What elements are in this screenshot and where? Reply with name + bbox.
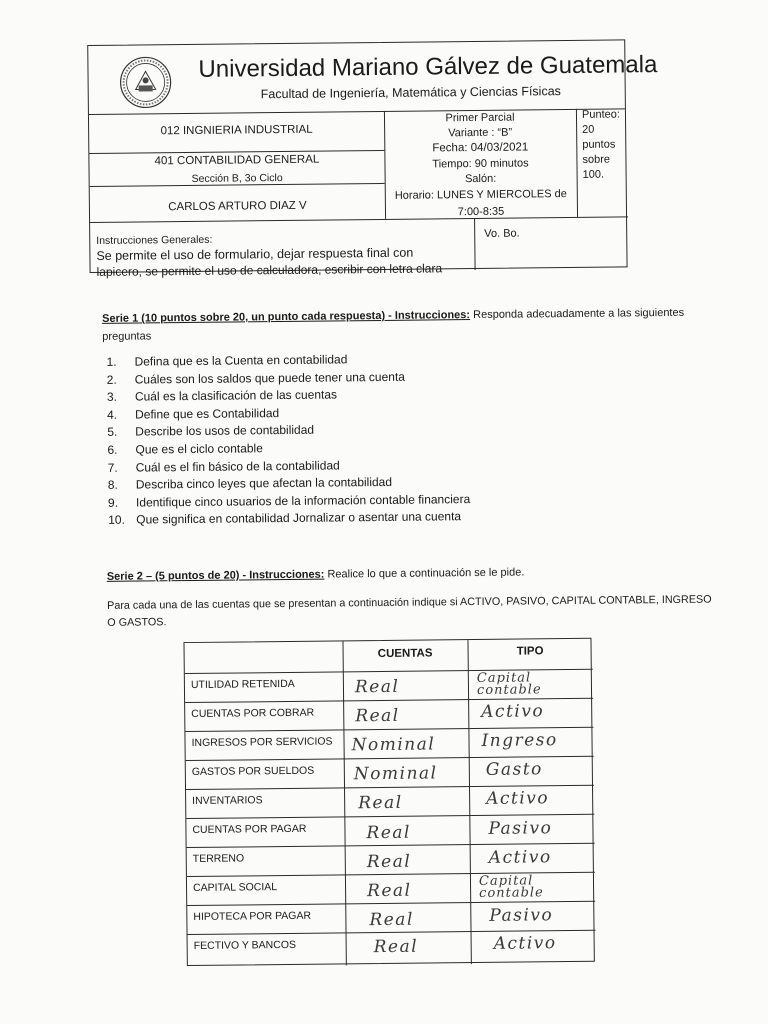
- question-number: 8.: [107, 477, 118, 493]
- question-text: Cuál es el fin básico de la contabilidad: [135, 457, 340, 475]
- handwritten-cuenta: Real: [354, 676, 400, 698]
- handwritten-tipo: Activo: [481, 701, 545, 722]
- exam-schedule-hours: 7:00-8:35: [457, 205, 505, 219]
- university-name: Universidad Mariano Gálvez de Guatemala: [198, 51, 658, 83]
- question-text: Identifique cinco usuarios de la información contable financiera: [135, 491, 471, 510]
- vobo-label: Vo. Bo.: [484, 227, 520, 240]
- account-name: INGRESOS POR SERVICIOS: [191, 735, 333, 749]
- question-number: 10.: [108, 513, 125, 528]
- handwritten-cuenta: Nominal: [351, 734, 436, 756]
- score-value: 20: [582, 123, 595, 136]
- serie2-instructions: Realice lo que a continuación se le pide.: [324, 566, 525, 581]
- serie2-paragraph-2: O GASTOS.: [107, 616, 167, 629]
- account-name: HIPOTECA POR PAGAR: [193, 909, 312, 923]
- exam-name: Primer Parcial: [445, 111, 515, 125]
- teacher-name: CARLOS ARTURO DIAZ V: [168, 199, 307, 214]
- account-name: CUENTAS POR COBRAR: [191, 706, 315, 720]
- question-text: Que es el ciclo contable: [135, 441, 263, 457]
- question-number: 4.: [107, 407, 118, 422]
- handwritten-cuenta: Real: [369, 909, 414, 931]
- handwritten-tipo: Capital contable: [476, 670, 542, 698]
- column-divider: [467, 640, 471, 964]
- accounts-table: [183, 638, 594, 966]
- question-text: Define que es Contabilidad: [135, 405, 280, 422]
- question-text: Describe los usos de contabilidad: [135, 423, 315, 439]
- handwritten-tipo: Ingreso: [481, 730, 558, 751]
- question-text: Que significa en contabilidad Jornalizar o asentar una cuenta: [136, 509, 462, 527]
- score-label: Punteo:: [581, 108, 620, 121]
- account-name: TERRENO: [192, 852, 245, 865]
- instructions-line-2: lapicero, se permite el uso de calculadora, escribir con letra clara: [96, 261, 443, 279]
- serie2-paragraph-1: Para cada una de las cuentas que se presentan a continuación indique si ACTIVO, PASIVO, CAPITAL CONTABLE, INGRESO: [107, 593, 712, 612]
- question-text: Cuáles son los saldos que puede tener una cuenta: [134, 369, 405, 387]
- exam-schedule: Horario: LUNES Y MIERCOLES de: [394, 188, 567, 202]
- score-over: sobre: [582, 153, 611, 166]
- handwritten-tipo: Activo: [488, 847, 552, 868]
- question-list: [106, 351, 470, 531]
- career-name: 012 INGNIERIA INDUSTRIAL: [160, 123, 313, 138]
- question-number: 5.: [107, 425, 118, 440]
- handwritten-cuenta: Real: [366, 851, 412, 873]
- column-header-cuentas: CUENTAS: [377, 647, 433, 661]
- handwritten-tipo: Pasivo: [488, 818, 553, 839]
- question-text: Describa cinco leyes que afectan la contabilidad: [135, 475, 393, 492]
- handwritten-cuenta: Nominal: [353, 763, 438, 785]
- header-title-area: [88, 40, 658, 115]
- account-name: CAPITAL SOCIAL: [192, 881, 278, 894]
- score-unit: puntos: [582, 138, 616, 151]
- account-name: FECTIVO Y BANCOS: [193, 938, 297, 952]
- question-item: [108, 509, 470, 530]
- question-number: 9.: [107, 495, 119, 510]
- account-name: GASTOS POR SUELDOS: [191, 764, 315, 778]
- serie2-heading: [107, 566, 525, 582]
- handwritten-cuenta: Real: [358, 792, 403, 814]
- exam-date: Fecha: 04/03/2021: [432, 141, 529, 155]
- exam-variant: Variante : “B”: [448, 126, 513, 140]
- question-number: 1.: [106, 354, 117, 369]
- serie1-title: Serie 1 (10 puntos sobre 20, un punto cada respuesta) - Instrucciones:: [102, 309, 471, 325]
- handwritten-tipo: Activo: [486, 788, 550, 809]
- serie2-title: Serie 2 – (5 puntos de 20) - Instrucciones:: [106, 568, 325, 583]
- serie1-instructions: Responda adecuadamente a las siguientes: [469, 306, 685, 322]
- question-number: 3.: [106, 389, 117, 405]
- exam-room: Salón:: [464, 172, 497, 186]
- handwritten-tipo: Activo: [493, 933, 557, 954]
- course-name: 401 CONTABILIDAD GENERAL: [154, 153, 320, 168]
- column-header-tipo: TIPO: [516, 645, 544, 658]
- divider: [474, 218, 476, 270]
- handwritten-tipo: Capital contable: [478, 873, 544, 901]
- instructions-line-1: Se permite el uso de formulario, dejar respuesta final con: [96, 245, 414, 263]
- faculty-name: Facultad de Ingeniería, Matemática y Ciencias Físicas: [260, 84, 561, 102]
- handwritten-cuenta: Real: [366, 822, 412, 844]
- section-info: Sección B, 3o Ciclo: [191, 172, 283, 185]
- handwritten-cuenta: Real: [373, 936, 419, 958]
- serie1-instructions-cont: preguntas: [102, 330, 152, 343]
- exam-time: Tiempo: 90 minutos: [432, 157, 529, 171]
- question-number: 2.: [106, 372, 117, 387]
- column-divider: [342, 641, 346, 965]
- account-name: UTILIDAD RETENIDA: [190, 677, 295, 691]
- handwritten-tipo: Gasto: [485, 759, 543, 780]
- serie1-heading: [102, 307, 684, 325]
- university-seal-icon: [118, 55, 173, 110]
- account-name: INVENTARIOS: [192, 794, 263, 807]
- question-number: 6.: [107, 442, 118, 457]
- handwritten-tipo: Pasivo: [489, 905, 554, 926]
- question-text: Cuál es la clasificación de las cuentas: [134, 387, 338, 404]
- account-name: CUENTAS POR PAGAR: [192, 822, 307, 836]
- divider: [90, 216, 628, 223]
- question-text: Defina que es la Cuenta en contabilidad: [134, 352, 348, 369]
- instructions-label: Instrucciones Generales:: [96, 233, 213, 247]
- handwritten-cuenta: Real: [355, 705, 400, 727]
- handwritten-cuenta: Real: [366, 880, 412, 902]
- exam-header: [87, 39, 658, 279]
- score-total: 100.: [582, 168, 605, 181]
- question-number: 7.: [107, 460, 118, 475]
